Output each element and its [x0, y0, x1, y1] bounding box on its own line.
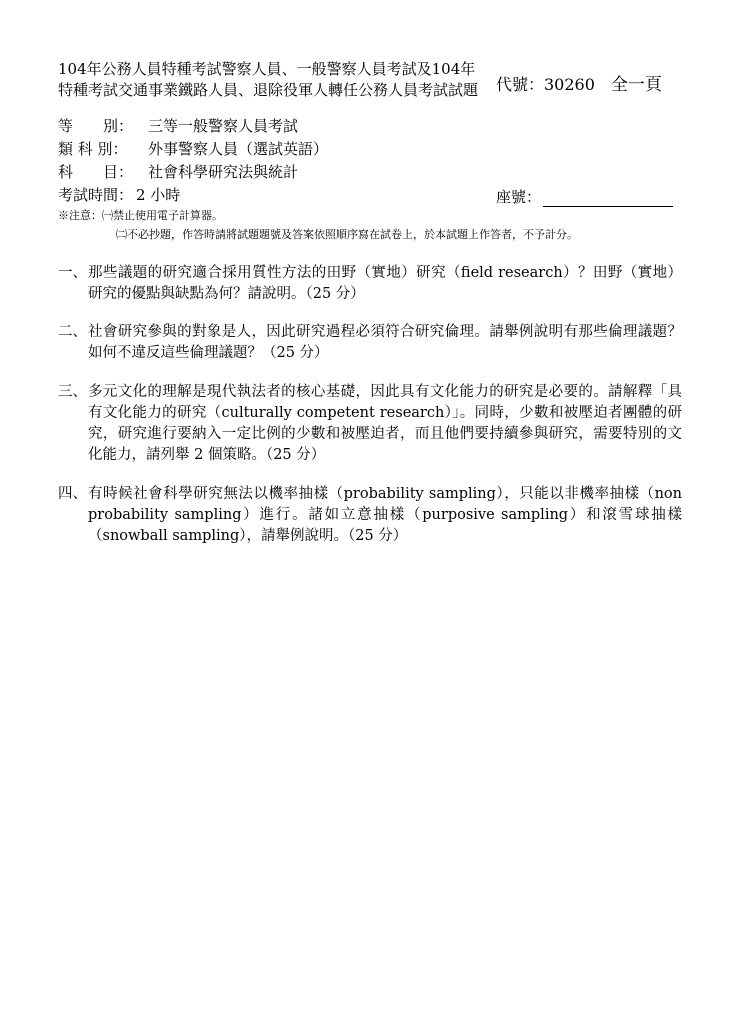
question-1	[58, 263, 682, 305]
note-2: ㈡不必抄題，作答時請將試題題號及答案依照順序寫在試卷上，於本試題上作答者，不予計分。	[116, 228, 578, 241]
exam-category-row	[58, 139, 328, 159]
exam-time-value: 2 小時	[136, 186, 181, 204]
question-4	[58, 484, 682, 547]
question-text: 社會研究參與的對象是人，因此研究過程必須符合研究倫理。請舉例說明有那些倫理議題？如何不違反這些倫理議題？（25 分）	[88, 324, 682, 361]
note-row-1	[58, 207, 223, 224]
exam-code: 代號：30260	[496, 75, 595, 94]
exam-title-line2: 特種考試交通事業鐵路人員、退除役軍人轉任公務人員考試試題	[58, 81, 479, 99]
question-2	[58, 322, 682, 364]
question-number: 三、	[58, 384, 87, 400]
notes-prefix: ※注意：	[58, 209, 102, 222]
exam-category-label: 類 科 別：	[58, 140, 128, 158]
exam-subject-label: 科 目：	[58, 163, 134, 181]
exam-title-line1: 104年公務人員特種考試警察人員、一般警察人員考試及104年	[58, 60, 476, 78]
exam-level-row	[58, 116, 298, 136]
question-number: 一、	[58, 265, 87, 281]
page-count: 全一頁	[610, 75, 662, 95]
exam-level-value: 三等一般警察人員考試	[148, 117, 299, 135]
exam-time-row	[58, 185, 180, 205]
exam-category-value: 外事警察人員（選試英語）	[148, 140, 329, 158]
question-text: 那些議題的研究適合採用質性方法的田野（實地）研究（field research）？田野（實地）研究的優點與缺點為何？請說明。（25 分）	[88, 265, 682, 302]
exam-subject-row	[58, 162, 298, 182]
question-number: 四、	[58, 486, 87, 502]
exam-title	[58, 59, 488, 101]
exam-code-block	[496, 70, 662, 95]
seat-blank-line	[543, 192, 673, 207]
question-number: 二、	[58, 324, 87, 340]
question-text: 多元文化的理解是現代執法者的核心基礎，因此具有文化能力的研究是必要的。請解釋「具有文化能力的研究（culturally competent research）」。同時，少數和被壓迫者團體的研究，研究進行要納入一定比例的少數和被壓迫者，而且他們要持續參與研究，需要特別的文化能力，請列舉 2 個策略。（25 分）	[88, 384, 682, 463]
seat-label: 座號：	[496, 188, 542, 206]
question-3	[58, 382, 682, 466]
seat-number-field	[496, 186, 673, 207]
question-text: 有時候社會科學研究無法以機率抽樣（probability sampling），只能以非機率抽樣（non probability sampling）進行。諸如立意抽樣（purposive sampling）和滾雪球抽樣（snowball sampling），請舉例說明。（25 分）	[88, 486, 682, 544]
exam-time-label: 考試時間：	[58, 186, 134, 204]
exam-subject-value: 社會科學研究法與統計	[148, 163, 299, 181]
exam-level-label: 等 別：	[58, 117, 134, 135]
note-1: ㈠禁止使用電子計算器。	[102, 209, 223, 222]
